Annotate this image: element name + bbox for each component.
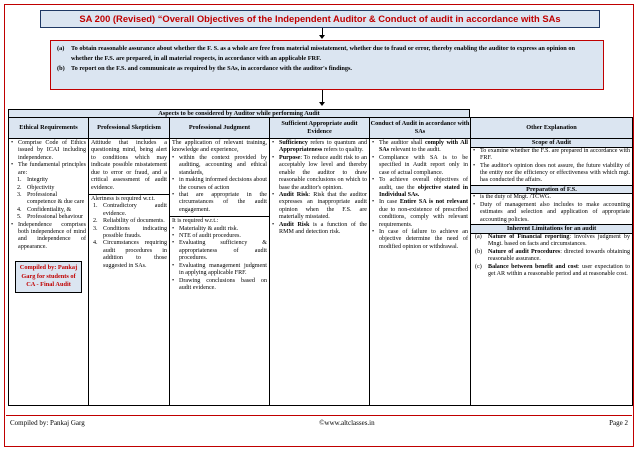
conduct-failure: • In case of failure to achieve an objective determine the need of modified opinion or withdrawal.: [372, 229, 468, 251]
principle-item: 1. Integrity: [17, 177, 48, 184]
conduct-not-relevant: • In case Entire SA is not relevant due to non-existence of prescribed conditions, comply with relevant requirements.: [372, 199, 468, 229]
page-footer: [6, 415, 632, 429]
conduct-objectives: • To achieve overall objectives of audit, use the objective stated in Individual SAs.: [372, 177, 468, 199]
scope-item: • To examine whether the F.S. are prepared in accordance with FRF.: [473, 148, 630, 163]
evidence-cell: [270, 139, 370, 406]
principle-item: 2. Objectivity: [17, 184, 55, 191]
evidence-sufficiency: • Sufficiency refers to quantum and Appropriateness refers to quality.: [272, 140, 367, 155]
judgment-point: • that are appropriate in the circumstances of the audit engagement.: [172, 192, 267, 214]
footer-page-number: Page 2: [609, 418, 628, 427]
scope-heading: Scope of Audit: [471, 139, 632, 148]
judgment-definition: The application of relevant training, knowledge and experience,: [172, 140, 267, 154]
col-judgment: Professional Judgment: [170, 118, 270, 139]
judgment-point: • in making informed decisions about the courses of action: [172, 177, 267, 192]
aspects-table: [8, 117, 633, 406]
skepticism-definition: Attitude that includes a questioning mind, being alert to conditions which may indicate possible misstatement due to error or fraud, and a critical assessment of audit evidence.: [91, 140, 167, 191]
down-arrow-icon: [319, 35, 325, 39]
col-evidence: Sufficient Appropriate audit Evidence: [270, 118, 370, 139]
col-conduct: Conduct of Audit in accordance with SAs: [370, 118, 471, 139]
independence-note: • Independence comprises both independence of mind and independence of appearance.: [11, 222, 86, 252]
ethical-cell: [9, 139, 89, 406]
judgment-required-item: • Evaluating sufficiency & appropriateness of audit procedures.: [172, 240, 267, 262]
col-other: Other Explanation: [471, 118, 633, 139]
other-cell: [471, 139, 633, 406]
judgment-required-intro: It is required w.r.t.:: [172, 218, 219, 225]
principle-item: 4. Confidentiality, &: [17, 206, 72, 213]
preparation-item: • is the duty of Mngt. /TCWG.: [473, 194, 630, 201]
objectives-box: [50, 40, 604, 90]
evidence-risk-function: • Audit Risk is a function of the RMM and detection risk.: [272, 222, 367, 237]
scope-item: • The auditor's opinion does not assure, the future viability of the entity nor the efficiency or effectiveness with which mgt. has conducted the affairs.: [473, 163, 630, 185]
judgment-required-item: • Drawing conclusions based on audit evidence.: [172, 278, 267, 293]
evidence-purpose: • Purpose: To reduce audit risk to an acceptably low level and thereby enable the auditor to draw reasonable conclusions on which to base the auditor's opinion.: [272, 155, 367, 192]
skepticism-cell: [89, 139, 170, 406]
limitation-item: (a) Nature of Financial reporting: involves judgment by Mngt. based on facts and circumstances.: [475, 233, 630, 248]
conduct-compliance: • Compliance with SA is to be specified in Audit report only in case of actual compliance.: [372, 155, 468, 177]
col-ethical: Ethical Requirements: [9, 118, 89, 139]
footer-author: Compiled by: Pankaj Garg: [10, 418, 85, 427]
page-title: SA 200 (Revised) “Overall Objectives of the Independent Auditor & Conduct of audit in accordance with SAs: [40, 10, 600, 28]
objective-a: (a) To obtain reasonable assurance about whether the F. S. as a whole are free from material misstatement, whether due to fraud or error, thereby enabling the auditor to express an opinion on whether the F.S. are prepared, in all material respects, in accordance with an applicable FRF.: [57, 45, 576, 62]
judgment-required-item: • Evaluating management judgment in applying applicable FRF.: [172, 263, 267, 278]
ethical-code: • Comprise Code of Ethics issued by ICAI including independence.: [11, 140, 86, 162]
judgment-required-item: • Materiality & audit risk.: [172, 226, 267, 233]
principle-item: 5. Professional behaviour: [17, 214, 84, 221]
evidence-audit-risk: • Audit Risk: Risk that the auditor expresses an inappropriate audit opinion when the F.S. are materially misstated.: [272, 192, 367, 222]
judgment-required-item: • NTE of audit procedures.: [172, 233, 267, 240]
limitation-item: (c) Balance between benefit and cost: user expectation to get AR within a reasonable period and at reasonable cost.: [475, 263, 630, 277]
down-arrow-icon: [319, 102, 325, 106]
compiled-by-badge: Compiled by: Pankaj Garg for students of CA - Final Audit: [15, 261, 82, 293]
objective-b: (b) To report on the F.S. and communicate as required by the SAs, in accordance with the auditor's findings.: [57, 64, 352, 72]
principle-item: 3. Professional competence & due care: [17, 191, 85, 206]
alertness-item: 3. Conditions indicating possible frauds.: [93, 225, 167, 240]
col-skepticism: Professional Skepticism: [89, 118, 170, 139]
alertness-item: 2. Reliability of documents.: [93, 218, 165, 225]
ethical-principles-intro: • The fundamental principles are:: [11, 162, 86, 177]
limitation-item: (b) Nature of audit Procedures: directed towards obtaining reasonable assurance.: [475, 248, 630, 263]
alertness-item: 1. Contradictory audit evidence.: [93, 203, 167, 217]
judgment-point: • within the context provided by auditing, accounting and ethical standards,: [172, 155, 267, 177]
conduct-comply: • The auditor shall comply with All SAs relevant to the audit.: [372, 140, 468, 155]
limitations-heading: Inherent Limitations for an audit: [471, 224, 632, 234]
preparation-heading: Preparation of F.S.: [471, 185, 632, 195]
alertness-item: 4. Circumstances requiring audit procedures in addition to those suggested in SAs.: [93, 240, 167, 269]
header-row: [9, 118, 633, 139]
footer-website[interactable]: ©www.altclasses.in: [319, 418, 375, 427]
alertness-intro: Alertness is required w.r.t.: [91, 195, 155, 202]
conduct-cell: [370, 139, 471, 406]
preparation-item: • Duty of management also includes to make accounting estimates and selection and application of appropriate accounting policies.: [473, 202, 630, 224]
content-row: [9, 139, 633, 406]
judgment-cell: [170, 139, 270, 406]
aspects-header: Aspects to be considered by Auditor while performing Audit: [8, 109, 470, 117]
